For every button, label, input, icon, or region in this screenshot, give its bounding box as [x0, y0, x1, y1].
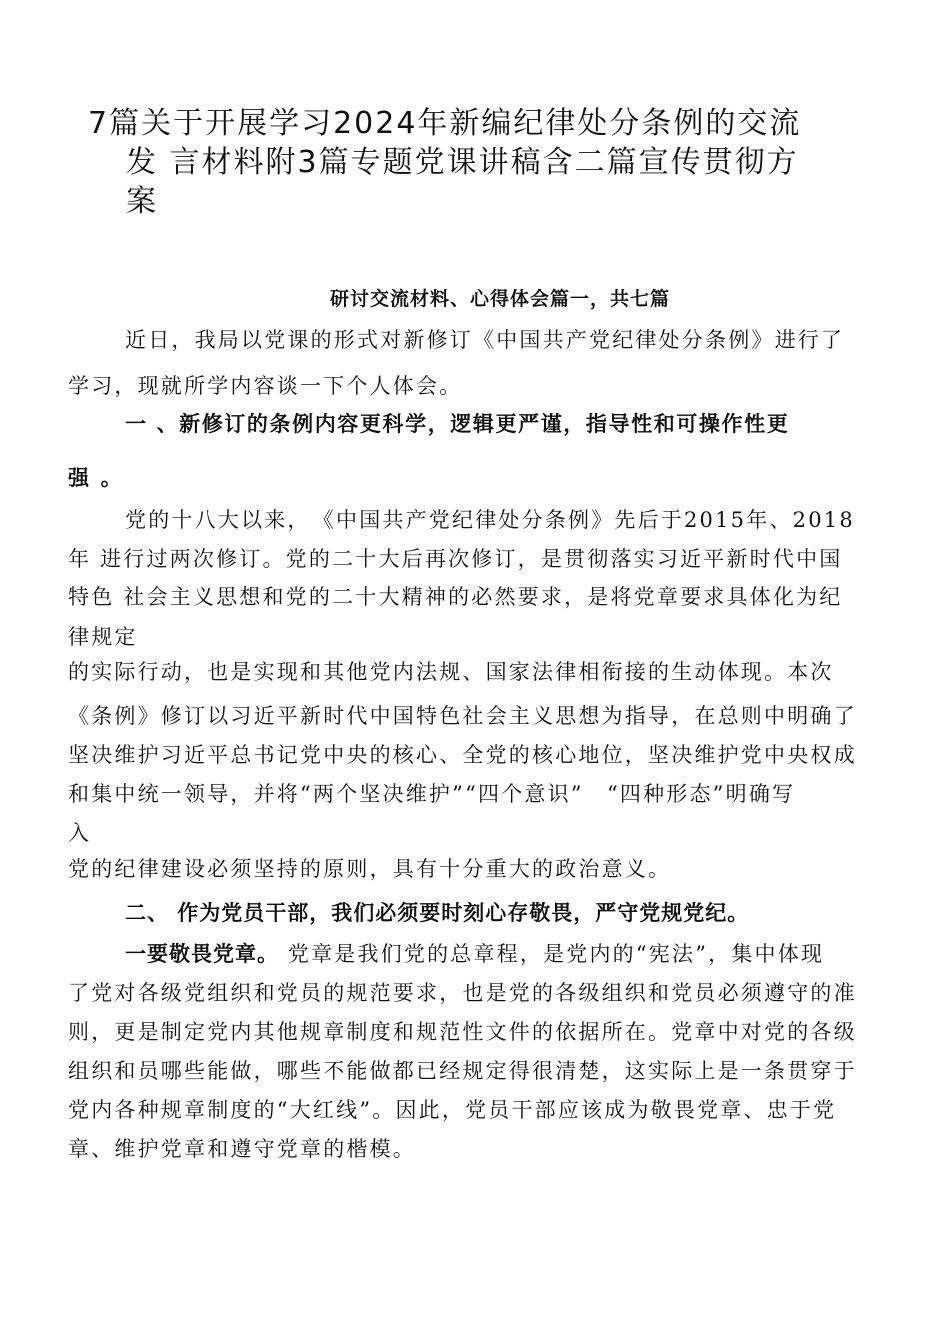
body-line: 年 进行过两次修订。党的二十大后再次修订，是贯彻落实习近平新时代中国 [68, 547, 843, 571]
body-line: 的实际行动，也是实现和其他党内法规、国家法律相衔接的生动体现。本次 [68, 660, 834, 684]
body-line: 党内各种规章制度的“大红线”。因此，党员干部应该成为敬畏党章、忠于党 [68, 1098, 837, 1122]
body-line: 近日，我局以党课的形式对新修订《中国共产党纪律处分条例》进行了 [125, 328, 845, 352]
body-line: 章、维护党章和遵守党章的楷模。 [68, 1137, 416, 1161]
title-line: 7篇关于开展学习2024年新编纪律处分条例的交流 [88, 106, 802, 141]
title-line: 案 [126, 184, 158, 219]
body-line: 入 [68, 821, 92, 845]
body-line: 《条例》修订以习近平新时代中国特色社会主义思想为指导，在总则中明确了 [68, 704, 857, 728]
heading-two: 二、 作为党员干部，我们必须要时刻心存敬畏，严守党规党纪。 [125, 901, 750, 925]
body-line: 律规定 [68, 625, 138, 649]
body-line: 和集中统一领导，并将“两个坚决维护”“四个意识” “四种形态”明确写 [68, 782, 796, 806]
body-line: 了党对各级党组织和党员的规范要求，也是党的各级组织和党员必须遵守的准 [68, 981, 857, 1005]
document-title [88, 104, 878, 221]
heading-one-cont: 强 。 [68, 466, 124, 490]
title-line: 发 言材料附3篇专题党课讲稿含二篇宣传贯彻方 [126, 145, 799, 180]
section-subtitle: 研讨交流材料、心得体会篇一，共七篇 [329, 288, 670, 310]
paragraph-text: 党章是我们党的总章程，是党内的“宪法”，集中体现 [279, 942, 825, 966]
body-line: 组织和员哪些能做，哪些不能做都已经规定得很清楚，这实际上是一条贯穿于 [68, 1059, 857, 1083]
body-line: 学习，现就所学内容谈一下个人体会。 [68, 374, 463, 398]
body-line: 则，更是制定党内其他规章制度和规范性文件的依据所在。党章中对党的各级 [68, 1020, 857, 1044]
body-line [125, 938, 824, 968]
body-line: 党的十八大以来， 《中国共产党纪律处分条例》先后于2015年、2018 [125, 508, 855, 532]
body-line: 坚决维护习近平总书记党中央的核心、全党的核心地位，坚决维护党中央权成 [68, 743, 857, 767]
body-line: 特色 社会主义思想和党的二十大精神的必然要求，是将党章要求具体化为纪 [68, 585, 843, 609]
body-line: 党的纪律建设必须坚持的原则，具有十分重大的政治意义。 [68, 857, 672, 881]
paragraph-lead: 一要敬畏党章。 [125, 942, 279, 966]
heading-one: 一 、新修订的条例内容更科学，逻辑更严谨，指导性和可操作性更 [125, 412, 790, 436]
